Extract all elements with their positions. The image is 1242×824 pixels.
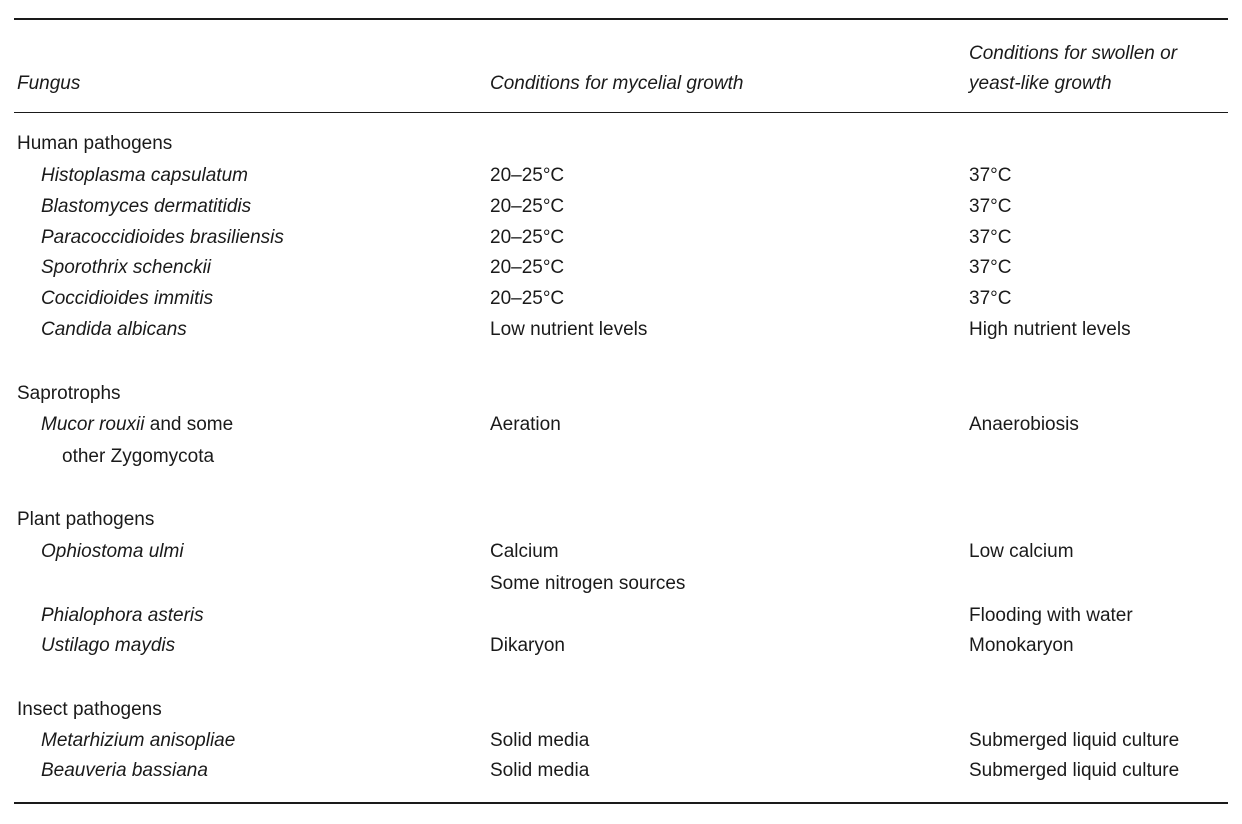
table-row bbox=[0, 161, 1242, 191]
mycelial-condition: 20–25°C bbox=[490, 165, 565, 186]
mycelial-condition: 20–25°C bbox=[490, 196, 565, 217]
fungus-name-rest: and some bbox=[144, 414, 234, 435]
table-row-continuation bbox=[0, 569, 1242, 599]
table-row bbox=[0, 192, 1242, 222]
group-label: Insect pathogens bbox=[17, 699, 162, 720]
yeast-condition: Submerged liquid culture bbox=[969, 730, 1180, 751]
table-row bbox=[0, 756, 1242, 786]
table-header-rule bbox=[14, 112, 1228, 113]
table-top-rule bbox=[14, 18, 1228, 20]
mycelial-condition: 20–25°C bbox=[490, 288, 565, 309]
fungus-name-italic: Mucor rouxii bbox=[41, 414, 145, 435]
fungus-name: Ustilago maydis bbox=[41, 635, 176, 656]
yeast-condition: 37°C bbox=[969, 196, 1012, 217]
fungus-name: Blastomyces dermatitidis bbox=[41, 196, 252, 217]
fungus-name: Histoplasma capsulatum bbox=[41, 165, 248, 186]
fungus-name: Ophiostoma ulmi bbox=[41, 541, 184, 562]
yeast-condition: Monokaryon bbox=[969, 635, 1074, 656]
group-heading-insect bbox=[0, 695, 1242, 725]
yeast-condition: High nutrient levels bbox=[969, 319, 1131, 340]
table-row bbox=[0, 253, 1242, 283]
fungus-name: Metarhizium anisopliae bbox=[41, 730, 236, 751]
column-header-yeast bbox=[969, 39, 1229, 99]
column-header-fungus: Fungus bbox=[17, 73, 81, 94]
table-row bbox=[0, 315, 1242, 345]
yeast-condition: 37°C bbox=[969, 288, 1012, 309]
table-row bbox=[0, 631, 1242, 661]
fungus-name: Beauveria bassiana bbox=[41, 760, 208, 781]
group-label: Plant pathogens bbox=[17, 509, 155, 530]
group-heading-plant bbox=[0, 505, 1242, 535]
yeast-condition: Low calcium bbox=[969, 541, 1074, 562]
group-label: Saprotrophs bbox=[17, 383, 121, 404]
table-row bbox=[0, 223, 1242, 253]
mycelial-condition: Aeration bbox=[490, 414, 561, 435]
fungus-name: Phialophora asteris bbox=[41, 605, 204, 626]
fungus-name: Candida albicans bbox=[41, 319, 187, 340]
mycelial-condition: Solid media bbox=[490, 730, 590, 751]
fungus-name: Coccidioides immitis bbox=[41, 288, 214, 309]
group-label: Human pathogens bbox=[17, 133, 173, 154]
yeast-condition: Submerged liquid culture bbox=[969, 760, 1180, 781]
mycelial-condition: 20–25°C bbox=[490, 257, 565, 278]
yeast-condition: Anaerobiosis bbox=[969, 414, 1079, 435]
column-header-yeast-line2: yeast-like growth bbox=[969, 73, 1112, 94]
mycelial-condition: Low nutrient levels bbox=[490, 319, 648, 340]
yeast-condition: 37°C bbox=[969, 165, 1012, 186]
column-header-mycelial: Conditions for mycelial growth bbox=[490, 73, 744, 94]
mycelial-condition-line2: Some nitrogen sources bbox=[490, 573, 686, 594]
fungus-name-line2: other Zygomycota bbox=[62, 446, 215, 467]
column-header-yeast-line1: Conditions for swollen or bbox=[969, 43, 1178, 64]
table-row bbox=[0, 726, 1242, 756]
fungus-name: Sporothrix schenckii bbox=[41, 257, 212, 278]
mycelial-condition: Solid media bbox=[490, 760, 590, 781]
yeast-condition: 37°C bbox=[969, 227, 1012, 248]
table-row bbox=[0, 601, 1242, 631]
fungus-name: Paracoccidioides brasiliensis bbox=[41, 227, 284, 248]
yeast-condition: 37°C bbox=[969, 257, 1012, 278]
table-bottom-rule bbox=[14, 802, 1228, 804]
table-row-continuation bbox=[0, 442, 1242, 472]
mycelial-condition: Calcium bbox=[490, 541, 559, 562]
yeast-condition: Flooding with water bbox=[969, 605, 1133, 626]
group-heading-saprotrophs bbox=[0, 379, 1242, 409]
table-row bbox=[0, 537, 1242, 567]
mycelial-condition: Dikaryon bbox=[490, 635, 565, 656]
table-row bbox=[0, 284, 1242, 314]
fungus-name bbox=[41, 410, 233, 440]
group-heading-human bbox=[0, 129, 1242, 159]
table-row bbox=[0, 410, 1242, 440]
mycelial-condition: 20–25°C bbox=[490, 227, 565, 248]
